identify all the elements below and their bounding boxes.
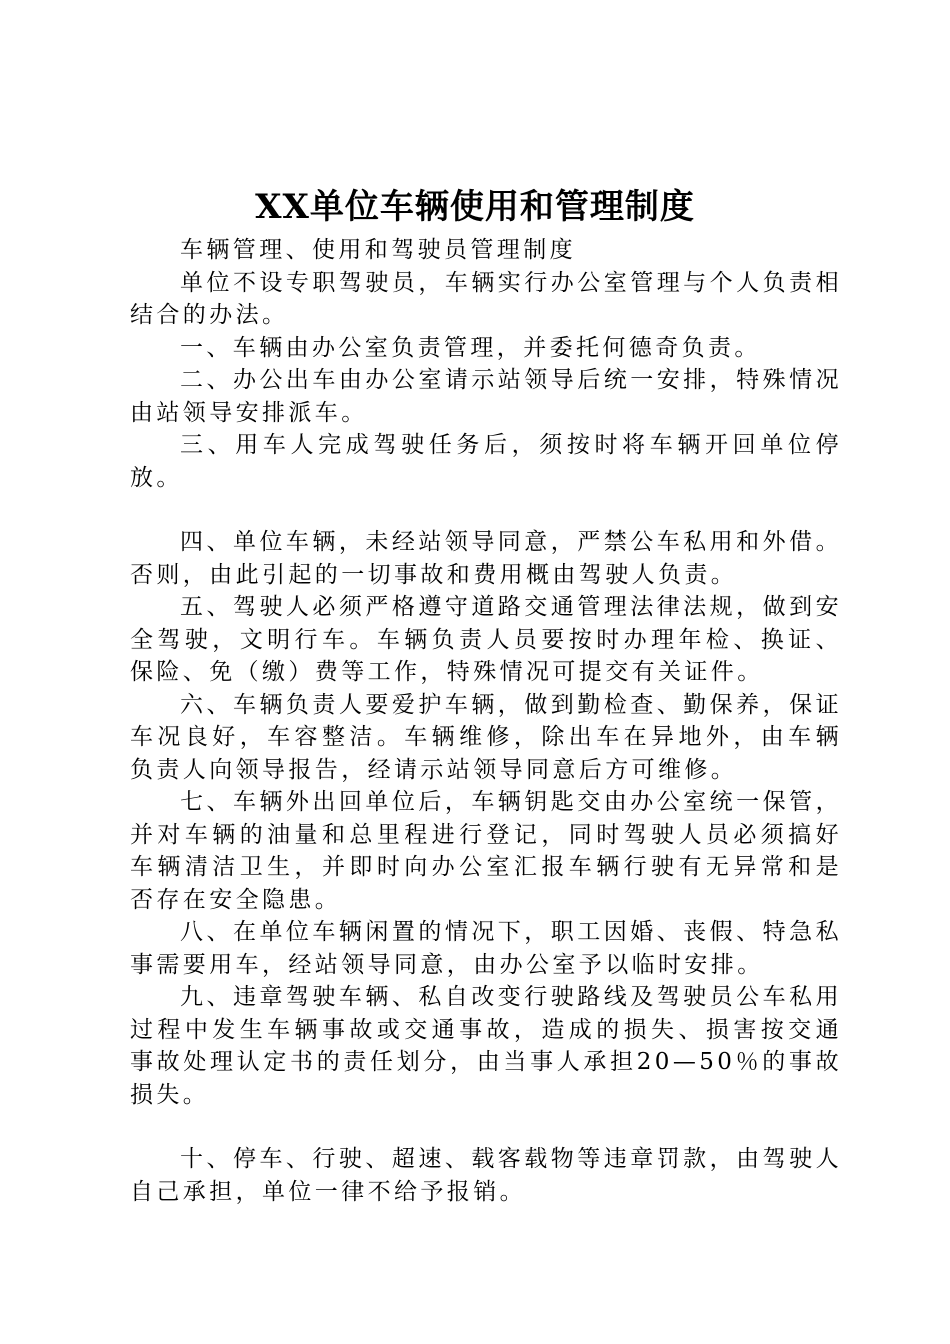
document-title: XX单位车辆使用和管理制度 bbox=[255, 187, 695, 227]
paragraph-rule-8: 八、在单位车辆闲置的情况下，职工因婚、丧假、特急私事需要用车，经站领导同意，由办公室予以临时安排。 bbox=[130, 919, 842, 978]
document-body bbox=[130, 234, 842, 1208]
paragraph-intro: 单位不设专职驾驶员，车辆实行办公室管理与个人负责相结合的办法。 bbox=[130, 269, 842, 328]
paragraph-rule-3: 三、用车人完成驾驶任务后，须按时将车辆开回单位停放。 bbox=[130, 432, 842, 491]
paragraph-rule-10: 十、停车、行驶、超速、载客载物等违章罚款，由驾驶人自己承担，单位一律不给予报销。 bbox=[130, 1146, 842, 1205]
paragraph-rule-2: 二、办公出车由办公室请示站领导后统一安排，特殊情况由站领导安排派车。 bbox=[130, 367, 842, 426]
paragraph-subtitle: 车辆管理、使用和驾驶员管理制度 bbox=[180, 237, 576, 263]
paragraph-rule-6: 六、车辆负责人要爱护车辆，做到勤检查、勤保养，保证车况良好，车容整洁。车辆维修，除出车在异地外，由车辆负责人向领导报告，经请示站领导同意后方可维修。 bbox=[130, 691, 842, 783]
paragraph-rule-1: 一、车辆由办公室负责管理，并委托何德奇负责。 bbox=[180, 334, 761, 361]
paragraph-rule-4: 四、单位车辆，未经站领导同意，严禁公车私用和外借。否则，由此引起的一切事故和费用概由驾驶人负责。 bbox=[130, 529, 842, 588]
paragraph-rule-9: 九、违章驾驶车辆、私自改变行驶路线及驾驶员公车私用过程中发生车辆事故或交通事故，造成的损失、损害按交通事故处理认定书的责任划分，由当事人承担20—50％的事故损失。 bbox=[130, 984, 842, 1108]
paragraph-gap bbox=[130, 494, 842, 526]
paragraph-rule-7: 七、车辆外出回单位后，车辆钥匙交由办公室统一保管，并对车辆的油量和总里程进行登记，同时驾驶人员必须搞好车辆清洁卫生，并即时向办公室汇报车辆行驶有无异常和是否存在安全隐患。 bbox=[130, 789, 842, 913]
paragraph-gap bbox=[130, 1111, 842, 1143]
paragraph-rule-5: 五、驾驶人必须严格遵守道路交通管理法律法规，做到安全驾驶，文明行车。车辆负责人员要按时办理年检、换证、保险、免（缴）费等工作，特殊情况可提交有关证件。 bbox=[130, 594, 842, 685]
